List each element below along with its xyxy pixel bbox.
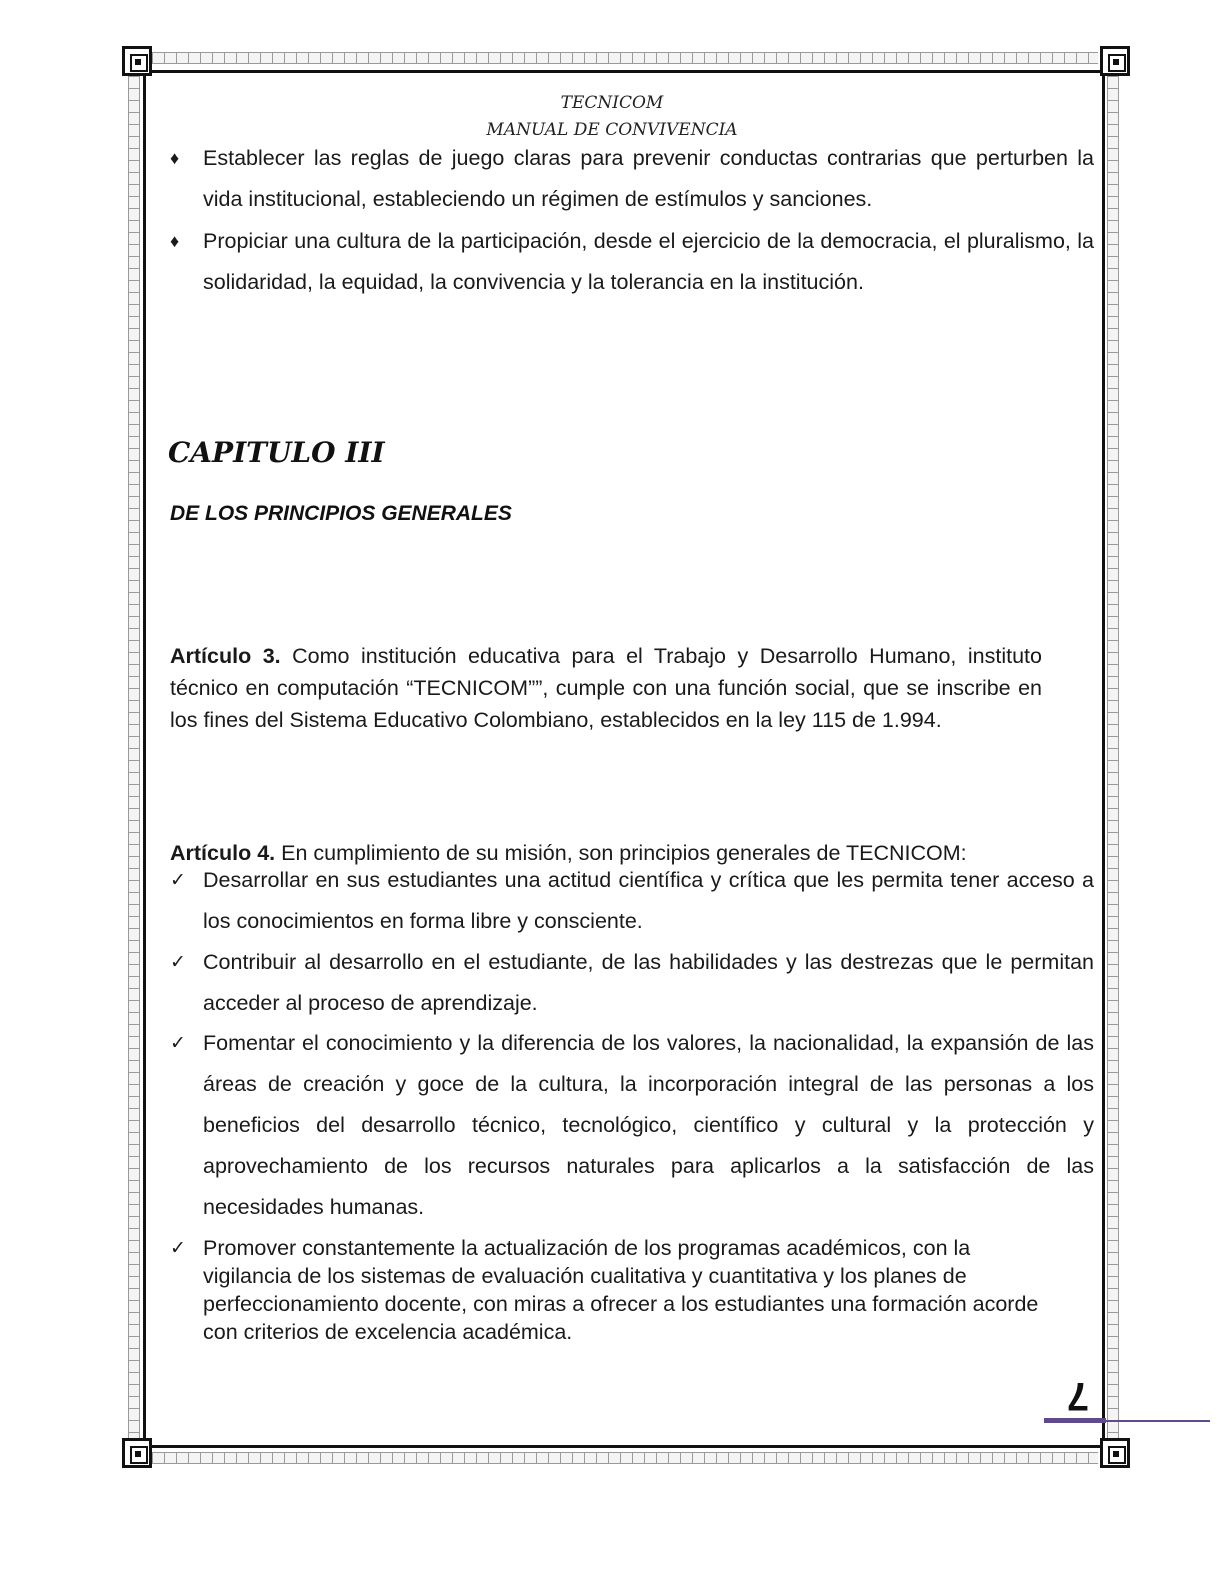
list-item-text: Contribuir al desarrollo en el estudiante, de las habilidades y las destrezas que le permitan acceder al proceso de aprendizaje.: [203, 950, 1094, 1015]
corner-ornament-icon: [122, 1438, 152, 1468]
list-item-text: Establecer las reglas de juego claras para prevenir conductas contrarias que perturben la vida institucional, estableciendo un régimen de estímulos y sanciones.: [203, 146, 1094, 211]
checkmark-icon: ✓: [170, 1237, 186, 1259]
list-item: [170, 221, 1094, 303]
article-label: Artículo 4.: [170, 841, 276, 865]
checkmark-icon: ✓: [170, 951, 186, 973]
corner-ornament-icon: [1100, 1438, 1130, 1468]
header-title: TECNICOM: [560, 93, 664, 113]
page-number-rule: [1106, 1420, 1210, 1422]
list-item-text: Propiciar una cultura de la participación, desde el ejercicio de la democracia, el pluralismo, la solidaridad, la equidad, la convivencia y la tolerancia en la institución.: [203, 229, 1094, 294]
page-border-right: [1107, 52, 1119, 1464]
article-3: [170, 640, 1042, 736]
checkmark-icon: ✓: [170, 869, 186, 891]
corner-ornament-icon: [122, 46, 152, 76]
list-item: [170, 860, 1094, 942]
list-item: [170, 138, 1094, 220]
chapter-title: CAPITULO III: [168, 436, 385, 469]
page-number: 7: [1066, 1374, 1090, 1418]
checkmark-icon: ✓: [170, 1032, 186, 1054]
page-border-left: [128, 52, 140, 1464]
list-item-text: Promover constantemente la actualización de los programas académicos, con la vigilancia de los sistemas de evaluación cualitativa y cuantitativa y los planes de perfeccionamiento docente, con miras a ofrecer a los estudiantes una formación acorde con criterios de excelencia académica.: [203, 1236, 1039, 1344]
list-item-text: Desarrollar en sus estudiantes una actitud científica y crítica que les permita tener acceso a los conocimientos en forma libre y consciente.: [203, 868, 1094, 933]
list-item: [170, 942, 1094, 1024]
header-subtitle: MANUAL DE CONVIVENCIA: [486, 120, 738, 140]
section-title: DE LOS PRINCIPIOS GENERALES: [170, 502, 512, 525]
article-label: Artículo 3.: [170, 644, 281, 668]
corner-ornament-icon: [1100, 46, 1130, 76]
list-item-text: Fomentar el conocimiento y la diferencia de los valores, la nacionalidad, la expansión de las áreas de creación y goce de la cultura, la incorporación integral de las personas a los beneficios del desarrollo técnico, tecnológico, científico y cultural y la protección y aprovechamiento de los recursos naturales para aplicarlos a la satisfacción de las necesidades humanas.: [203, 1031, 1094, 1219]
page-border-bottom: [128, 1452, 1098, 1464]
diamond-bullet-icon: ♦: [170, 231, 180, 251]
article-text: En cumplimiento de su misión, son principios generales de TECNICOM:: [281, 841, 967, 865]
list-item: [170, 1023, 1094, 1228]
list-item: [170, 1234, 1050, 1346]
page-number-rule: [1044, 1418, 1106, 1423]
article-text: Como institución educativa para el Trabajo y Desarrollo Humano, instituto técnico en computación “TECNICOM””, cumple con una función social, que se inscribe en los fines del Sistema Educativo Colombiano, establecidos en la ley 115 de 1.994.: [170, 644, 1042, 732]
page-border-top: [128, 52, 1098, 64]
diamond-bullet-icon: ♦: [170, 148, 180, 168]
